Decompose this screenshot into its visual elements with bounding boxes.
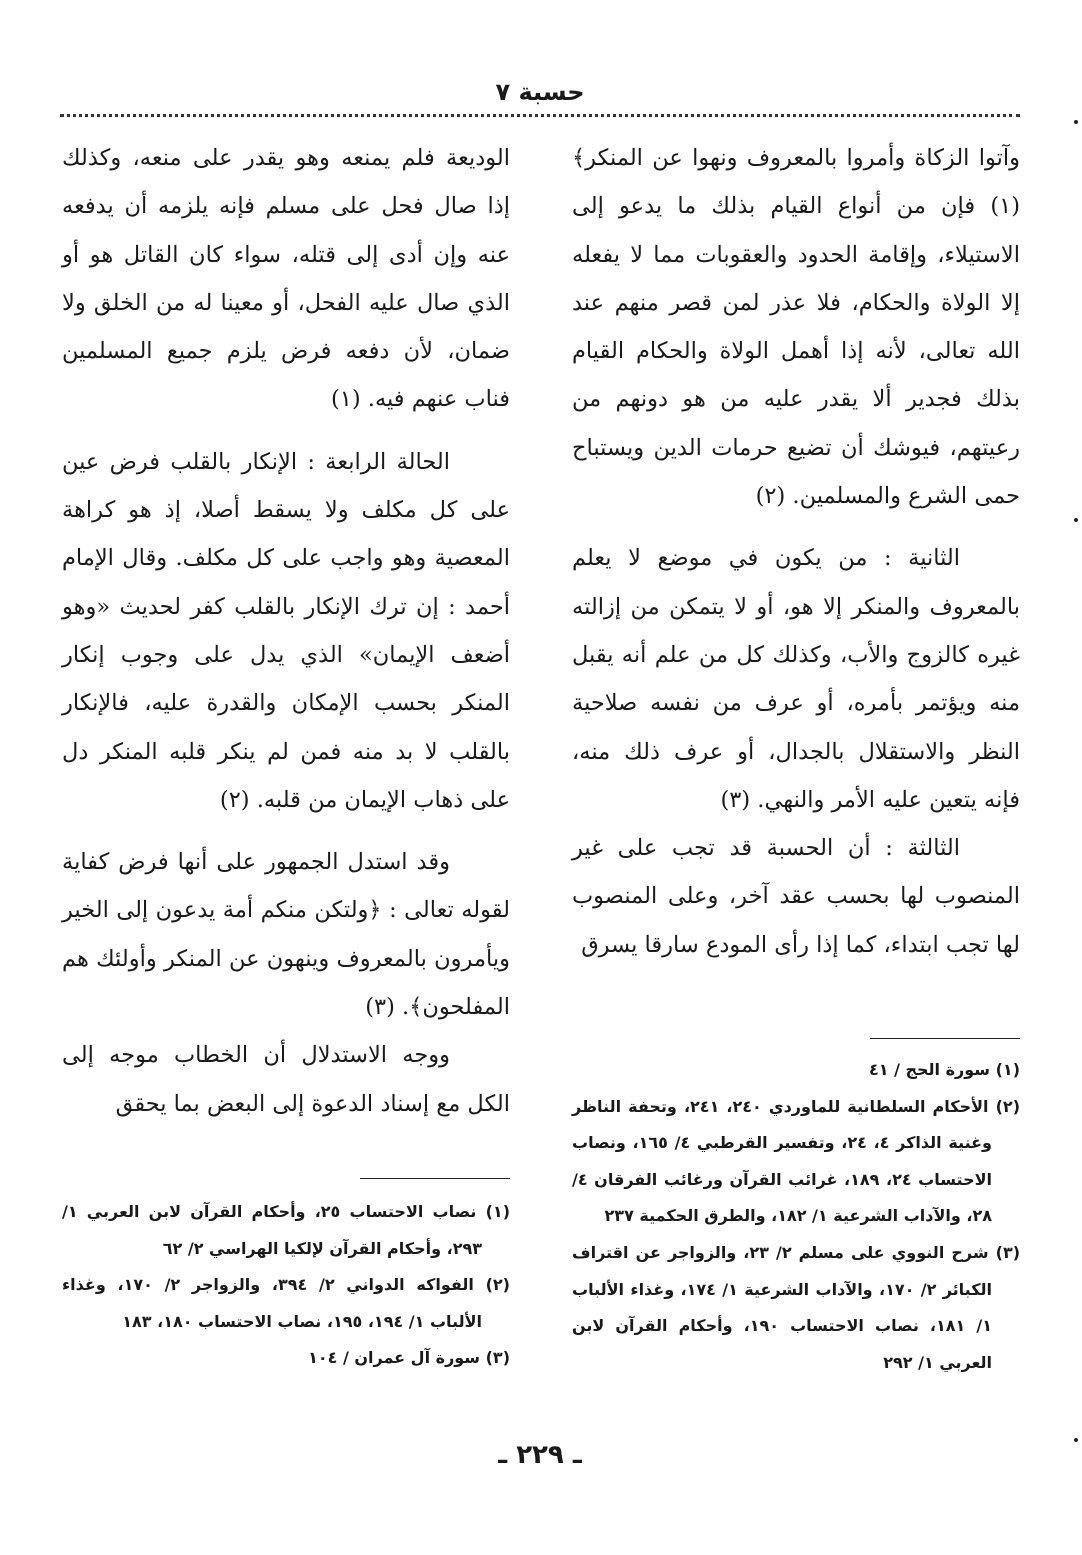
page-number: ـ ٢٢٩ ـ [498, 1440, 582, 1470]
paragraph: وقد استدل الجمهور على أنها فرض كفاية لقوله تعالى : ﴿ولتكن منكم أمة يدعون إلى الخير ويأمرون بالمعروف وينهون عن المنكر وأولئك هم المفلحون﴾. (٣) [62, 849, 510, 1021]
paragraph: الوديعة فلم يمنعه وهو يقدر على منعه، وكذلك إذا صال فحل على مسلم فإنه يلزمه أن يدفعه عنه وإن أدى إلى قتله، سواء كان القاتل هو أو الذي صال عليه الفحل، أو معينا له من الخلق ولا ضمان، لأن دفعه فرض يلزم جميع المسلمين فناب عنهم فيه. (١) [62, 145, 510, 413]
footnote: (١) نصاب الاحتساب ٢٥، وأحكام القرآن لابن العربي ١/ ٢٩٣، وأحكام القرآن لإلكيا الهراسي ٢/ ٦٢ [62, 1202, 510, 1258]
left-footnotes [62, 1194, 510, 1377]
footnote: (٣) سورة آل عمران / ١٠٤ [308, 1348, 510, 1368]
footnote-separator [870, 1038, 1020, 1039]
paragraph: وآتوا الزكاة وأمروا بالمعروف ونهوا عن المنكر﴾(١) فإن من أنواع القيام بذلك ما يدعو إلى الاستيلاء، وإقامة الحدود والعقوبات مما لا يفعله إلا الولاة والحكام، فلا عذر لمن قصر منهم عند الله تعالى، لأنه إذا أهمل الولاة والحكام القيام بذلك فجدير ألا يقدر عليه من هو دونهم من رعيتهم، فيوشك أن تضيع حرمات الدين ويستباح حمى الشرع والمسلمين. (٢) [572, 145, 1020, 510]
paragraph: الثانية : من يكون في موضع لا يعلم بالمعروف والمنكر إلا هو، أو لا يتمكن من إزالته غيره كالزوج والأب، وكذلك كل من علم أنه يقبل منه ويؤتمر بأمره، أو عرف من نفسه صلاحية النظر والاستقلال بالجدال، أو عرف ذلك منه، فإنه يتعين عليه الأمر والنهي. (٣) [572, 545, 1020, 813]
scan-speck [1074, 120, 1078, 124]
paragraph: ووجه الاستدلال أن الخطاب موجه إلى الكل مع إسناد الدعوة إلى البعض بما يحقق [62, 1042, 510, 1117]
right-text-column [572, 134, 1020, 969]
paragraph: الثالثة : أن الحسبة قد تجب على غير المنصوب لها بحسب عقد آخر، وعلى المنصوب لها تجب ابتداء، كما إذا رأى المودع سارقا يسرق [572, 835, 1020, 958]
footnote: (١) سورة الحج / ٤١ [868, 1060, 1020, 1079]
left-text-column [62, 134, 510, 1128]
footnote-separator [360, 1178, 510, 1179]
right-footnotes [572, 1052, 1020, 1381]
paragraph: الحالة الرابعة : الإنكار بالقلب فرض عين على كل مكلف ولا يسقط أصلا، إذ هو كراهة المعصية وهو واجب على كل مكلف. وقال الإمام أحمد : إن ترك الإنكار بالقلب كفر لحديث «وهو أضعف الإيمان» الذي يدل على وجوب إنكار المنكر بحسب الإمكان والقدرة عليه، فالإنكار بالقلب لا بد منه فمن لم ينكر قلبه المنكر دل على ذهاب الإيمان من قلبه. (٢) [62, 448, 510, 813]
footnote: (٢) الأحكام السلطانية للماوردي ٢٤٠، ٢٤١، وتحفة الناظر وغنية الذاكر ٤، ٢٤، وتفسير القرطبي ٤/ ١٦٥، ونصاب الاحتساب ٢٤، ١٨٩، غرائب القرآن ورغائب الفرقان ٤/ ٢٨، والآداب الشرعية ١/ ١٨٢، والطرق الحكمية ٢٣٧ [572, 1096, 1020, 1226]
scan-speck [1074, 518, 1078, 522]
footnote: (٣) شرح النووي على مسلم ٢/ ٢٣، والزواجر عن اقتراف الكبائر ٢/ ١٧٠، والآداب الشرعية ١/ ١٧٤، وغذاء الألباب ١/ ١٨١، نصاب الاحتساب ١٩٠، وأحكام القرآن لابن العربي ١/ ٢٩٢ [572, 1242, 1021, 1372]
footnote: (٢) الفواكه الدواني ٢/ ٣٩٤، والزواجر ٢/ ١٧٠، وغذاء الألباب ١/ ١٩٤، ١٩٥، نصاب الاحتساب ١٨٠، ١٨٣ [62, 1275, 510, 1331]
scan-speck [1074, 1438, 1078, 1442]
header-dotted-divider [60, 114, 1020, 117]
running-header: حسبة ٧ [495, 78, 585, 106]
